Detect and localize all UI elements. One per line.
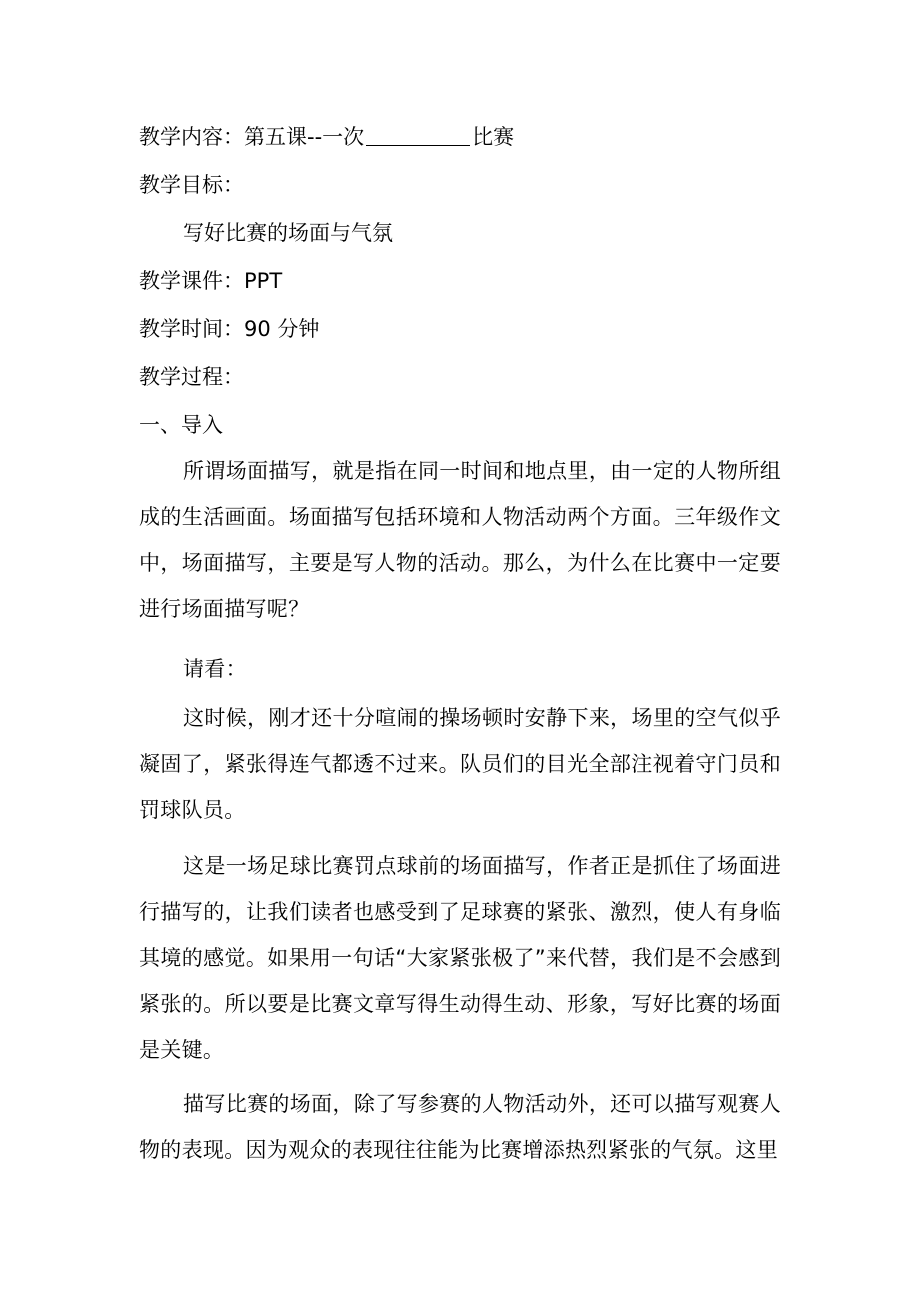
teaching-goal-label: 教学目标： xyxy=(139,173,244,197)
courseware-line: 教学课件：PPT xyxy=(139,269,283,293)
teaching-content-line xyxy=(139,123,514,151)
teaching-content-label: 教学内容： xyxy=(139,125,244,149)
teaching-goal-text: 写好比赛的场面与气氛 xyxy=(183,221,393,245)
fill-in-blank xyxy=(366,125,470,146)
teaching-process-label: 教学过程： xyxy=(139,365,244,389)
teaching-time-line: 教学时间：90 分钟 xyxy=(139,317,320,341)
paragraph-please-see: 请看： xyxy=(183,657,247,681)
lesson-title-suffix: 比赛 xyxy=(472,125,515,149)
section-heading: 一、导入 xyxy=(139,413,223,437)
paragraph-spectators: 描写比赛的场面，除了写参赛的人物活动外，还可以描写观赛人物的表现。因为观众的表现往往能为比赛增添热烈紧张的气氛。这里 xyxy=(139,1092,781,1162)
paragraph-intro: 所谓场面描写，就是指在同一时间和地点里，由一定的人物所组成的生活画面。场面描写包括环境和人物活动两个方面。三年级作文中，场面描写，主要是写人物的活动。那么，为什么在比赛中一定要进行场面描写呢？ xyxy=(139,459,781,621)
lesson-title-prefix: 第五课--一次 xyxy=(244,125,365,149)
paragraph-example: 这时候，刚才还十分喧闹的操场顿时安静下来，场里的空气似乎凝固了，紧张得连气都透不过来。队员们的目光全部注视着守门员和罚球队员。 xyxy=(139,706,781,822)
paragraph-analysis: 这是一场足球比赛罚点球前的场面描写，作者正是抓住了场面进行描写的，让我们读者也感受到了足球赛的紧张、激烈，使人有身临其境的感觉。如果用一句话“大家紧张极了”来代替，我们是不会感到紧张的。所以要是比赛文章写得生动得生动、形象，写好比赛的场面是关键。 xyxy=(139,854,781,1062)
